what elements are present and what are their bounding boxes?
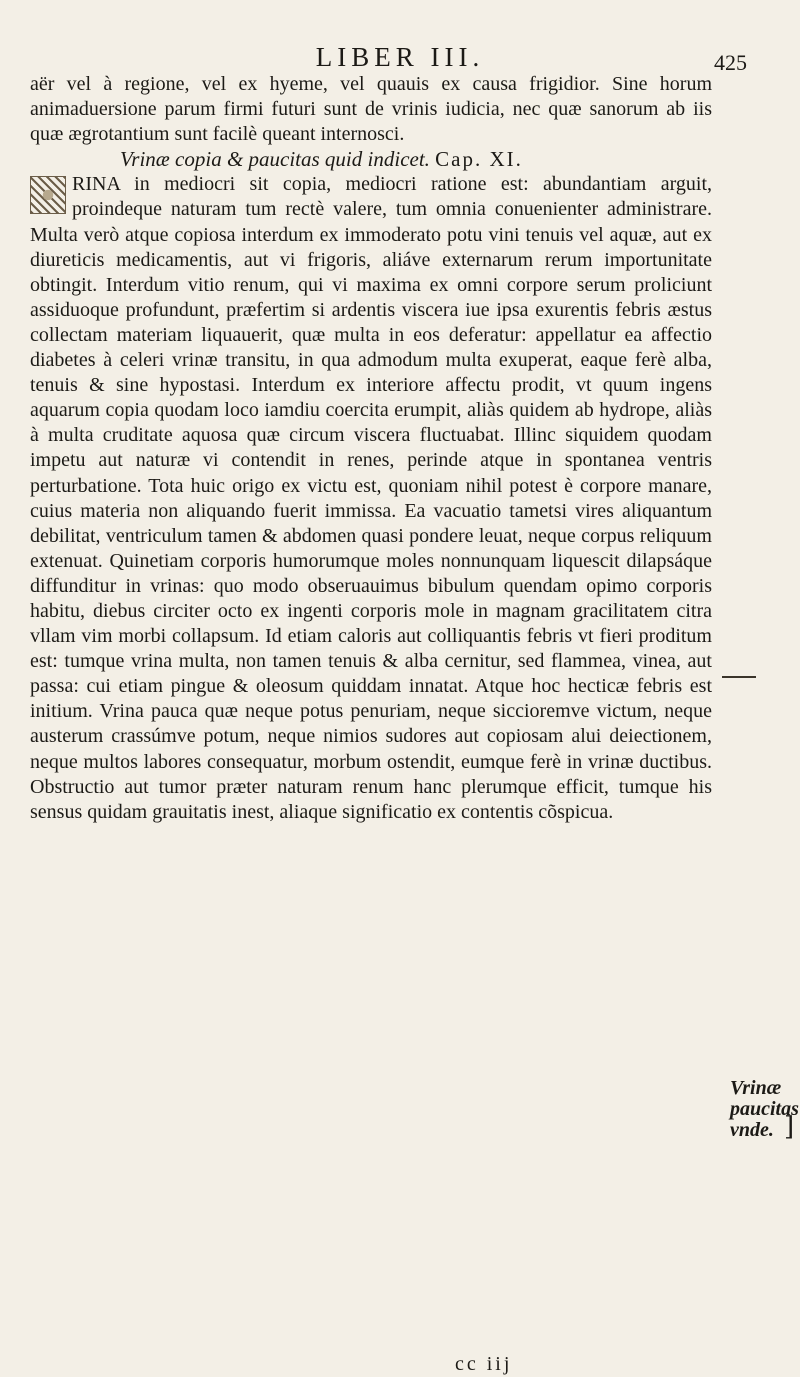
chapter-paragraph: RINA in mediocri sit copia, mediocri ratione est: abundantiam arguit, proindeque naturam tum rectè valere, tum omnia conuenienter administrare. Multa verò atque copiosa interdum ex immoderato potu vini tenuis vel aquæ, aut ex diureticis medicamentis, aut vi frigoris, aliáve externarum rerum importunitate obtingit. Interdum vitio renum, qui vi maxima ex omni corpore serum proliciunt assiduoque profundunt, præfertim si ardentis viscera iue ipsa exurentis febris æstus collectam materiam liquauerit, quæ multa in eos deferatur: appellatur ea affectio diabetes à celeri vrinæ transitu, in qua admodum multa exuperat, eaque ferè alba, tenuis & sine hypostasi. Interdum ex interiore affectu prodit, vt quum ingens aquarum copia quodam loco iamdiu coercita erumpit, aliàs quidem ab hydrope, aliàs à multa cruditate aquosa quæ circum viscera fluctuabat. Illinc siquidem quodam impetu aut naturæ vi contendit in renes, perinde atque in spontanea ventris perturbatione. Tota huic origo ex victu est, quoniam nihil potest è corpore manare, cuius materia non aliquando fuerit immissa. Ea vacuatio tametsi vires aliquantum debilitat, ventriculum tamen & abdomen quasi pondere leuat, neque corpus reliquum extenuat. Quinetiam corporis humorumque moles nonnunquam liquescit dilapsáque diffunditur in vrinas: quo modo obseruauimus bibulum quendam opimo corporis habitu, diebus circiter octo ex ingenti corporis mole in magnam gracilitatem citra vllam vim morbi collapsum. Id etiam caloris aut colliquantis febris vt fieri proditum est: tumque vrina multa, non tamen tenuis & alba cernitur, sed flammea, vinea, aut passa: cui etiam pingue & oleosum quiddam innatat. Atque hoc hecticæ febris est initium. Vrina pauca quæ neque potus penuriam, neque siccioremve victum, neque austerum crassúmve potum, neque nimios sudores aut copiosam alui deiectionem, neque multos labores consequatur, morbum ostendit, eumque ferè in vrinæ ductibus. Obstructio aut tumor præter naturam renum hanc plerumque efficit, tumque his sensus quidam grauitatis inest, aliaque significatio ex contentis cõspicua. xyxy=(30,173,712,823)
chapter-number: Cap. XI. xyxy=(435,147,523,172)
body-text xyxy=(30,72,712,825)
chapter-title: Vrinæ copia & paucitas quid indicet. xyxy=(120,147,430,172)
signature-mark: cc iij xyxy=(455,1353,513,1375)
bracket-mark: ] xyxy=(784,1112,795,1142)
decorated-initial-icon xyxy=(30,176,66,214)
chapter-heading xyxy=(30,147,712,172)
marginal-note-line: paucitas xyxy=(730,1098,799,1120)
marginal-note-line: Vrinæ xyxy=(730,1077,782,1099)
running-head: LIBER III. xyxy=(315,42,485,72)
margin-dash xyxy=(722,676,756,678)
marginal-note-line: vnde. xyxy=(730,1119,774,1141)
paragraph-continuation: aër vel à regione, vel ex hyeme, vel quauis ex causa frigidior. Sine horum animaduersione parum firmi futuri sunt de vrinis iudicia, nec quæ sanorum ab iis quæ ægrotantium sunt facilè queant internosci. xyxy=(30,73,712,146)
page-number: 425 xyxy=(714,50,747,75)
